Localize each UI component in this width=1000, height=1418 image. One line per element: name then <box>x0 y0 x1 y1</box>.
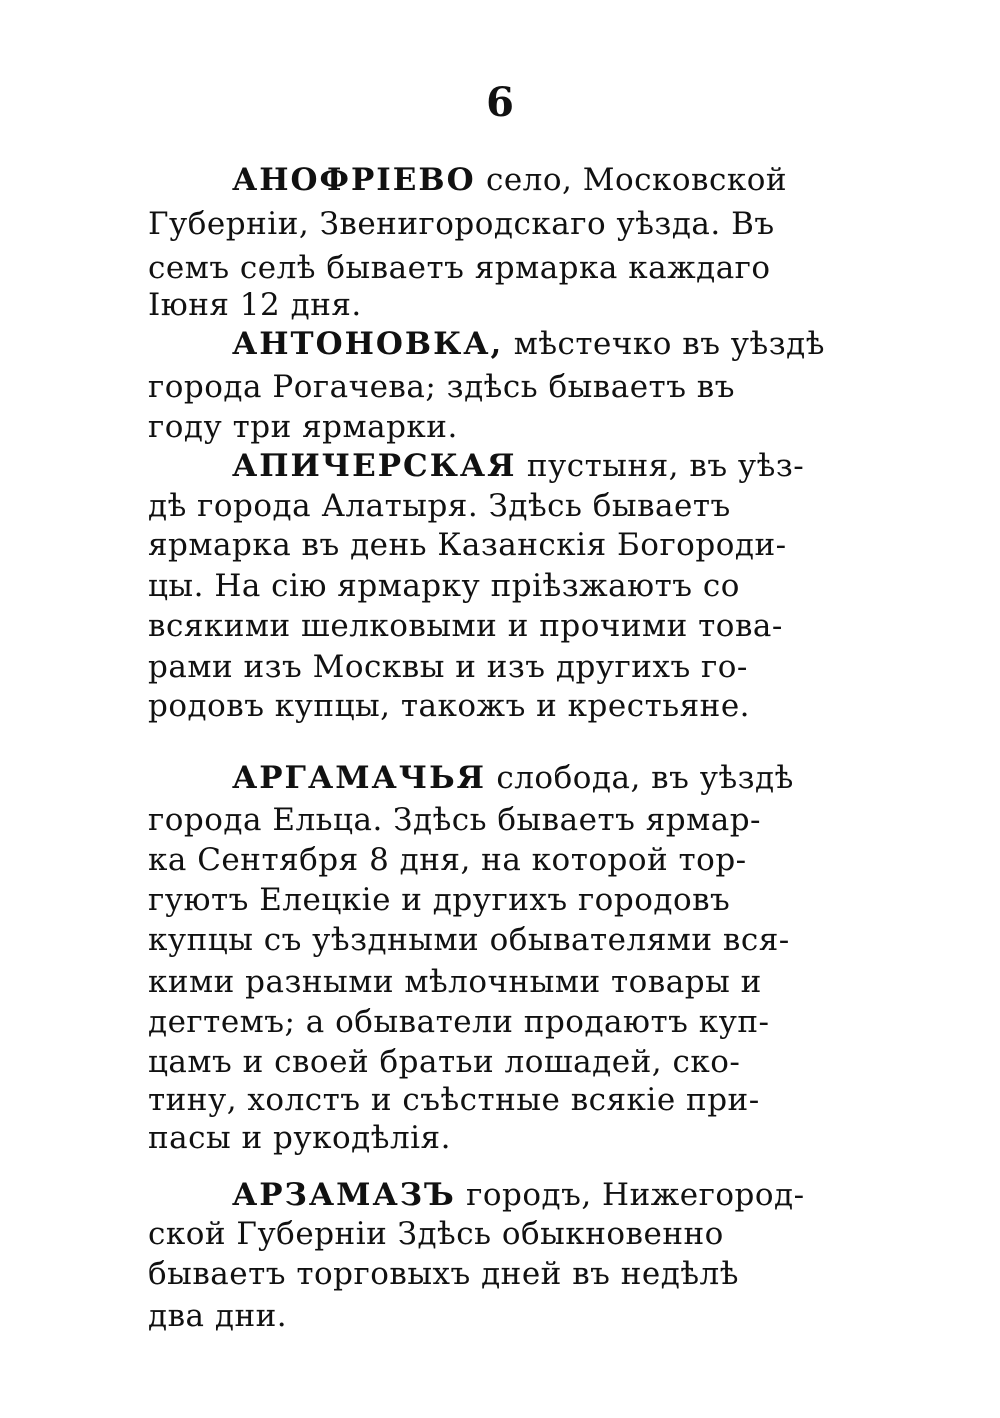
entry-line: цы. На сію ярмарку пріѣзжаютъ со <box>148 568 740 604</box>
page-number: 6 <box>486 79 514 126</box>
entry-first-line <box>232 446 804 486</box>
entry-line: семъ селѣ бываетъ ярмарка каждаго <box>148 250 771 286</box>
entry-headword: АРЗАМАЗЪ <box>232 1177 456 1213</box>
entry-line: родовъ купцы, такожъ и крестьяне. <box>148 688 751 724</box>
entry-line: города Рогачева; здѣсь бываетъ въ <box>148 369 735 405</box>
entry-text: городъ, Нижегород- <box>466 1177 805 1213</box>
entry-line: два дни. <box>148 1298 288 1334</box>
entry-headword: АРГАМАЧЬЯ <box>232 760 486 796</box>
entry-headword: АНТОНОВКА, <box>232 326 504 362</box>
entry-text: пустыня, въ уѣз- <box>526 448 805 484</box>
entry-line: Губерніи, Звенигородскаго уѣзда. Въ <box>148 206 775 242</box>
entry-line: города Ельца. Здѣсь бываетъ ярмар- <box>148 802 762 838</box>
entry-line: пасы и рукодѣлія. <box>148 1120 451 1156</box>
entry-line: дѣ города Алатыря. Здѣсь бываетъ <box>148 488 731 524</box>
entry-line: дегтемъ; а обыватели продаютъ куп- <box>148 1004 770 1040</box>
entry-line: году три ярмарки. <box>148 409 458 445</box>
entry-line: рами изъ Москвы и изъ другихъ го- <box>148 649 748 685</box>
entry-line: цамъ и своей братьи лошадей, ско- <box>148 1044 741 1080</box>
entry-line: Іюня 12 дня. <box>148 287 362 323</box>
entry-headword: АНОФРІЕВО <box>232 162 476 198</box>
entry-line: ской Губерніи Здѣсь обыкновенно <box>148 1216 724 1252</box>
entry-line: гуютъ Елецкіе и другихъ городовъ <box>148 882 731 918</box>
entry-line: ка Сентября 8 дня, на которой тор- <box>148 842 747 878</box>
entry-line: тину, холстъ и съѣстные всякіе при- <box>148 1082 760 1118</box>
entry-first-line <box>232 324 825 364</box>
entry-line: купцы съ уѣздными обывателями вся- <box>148 922 790 958</box>
entry-headword: АПИЧЕРСКАЯ <box>232 448 517 484</box>
entry-line: всякими шелковыми и прочими това- <box>148 608 783 644</box>
entry-text: мѣстечко въ уѣздѣ <box>513 326 825 362</box>
entry-line: ярмарка въ день Казанскія Богороди- <box>148 527 787 563</box>
entry-line: бываетъ торговыхъ дней въ недѣлѣ <box>148 1256 739 1292</box>
entry-first-line <box>232 758 794 798</box>
entry-text: село, Московской <box>485 162 788 198</box>
entry-text: слобода, въ уѣздѣ <box>496 760 794 796</box>
entry-first-line <box>232 160 787 200</box>
entry-line: кими разными мѣлочными товары и <box>148 964 762 1000</box>
entry-first-line <box>232 1175 805 1215</box>
